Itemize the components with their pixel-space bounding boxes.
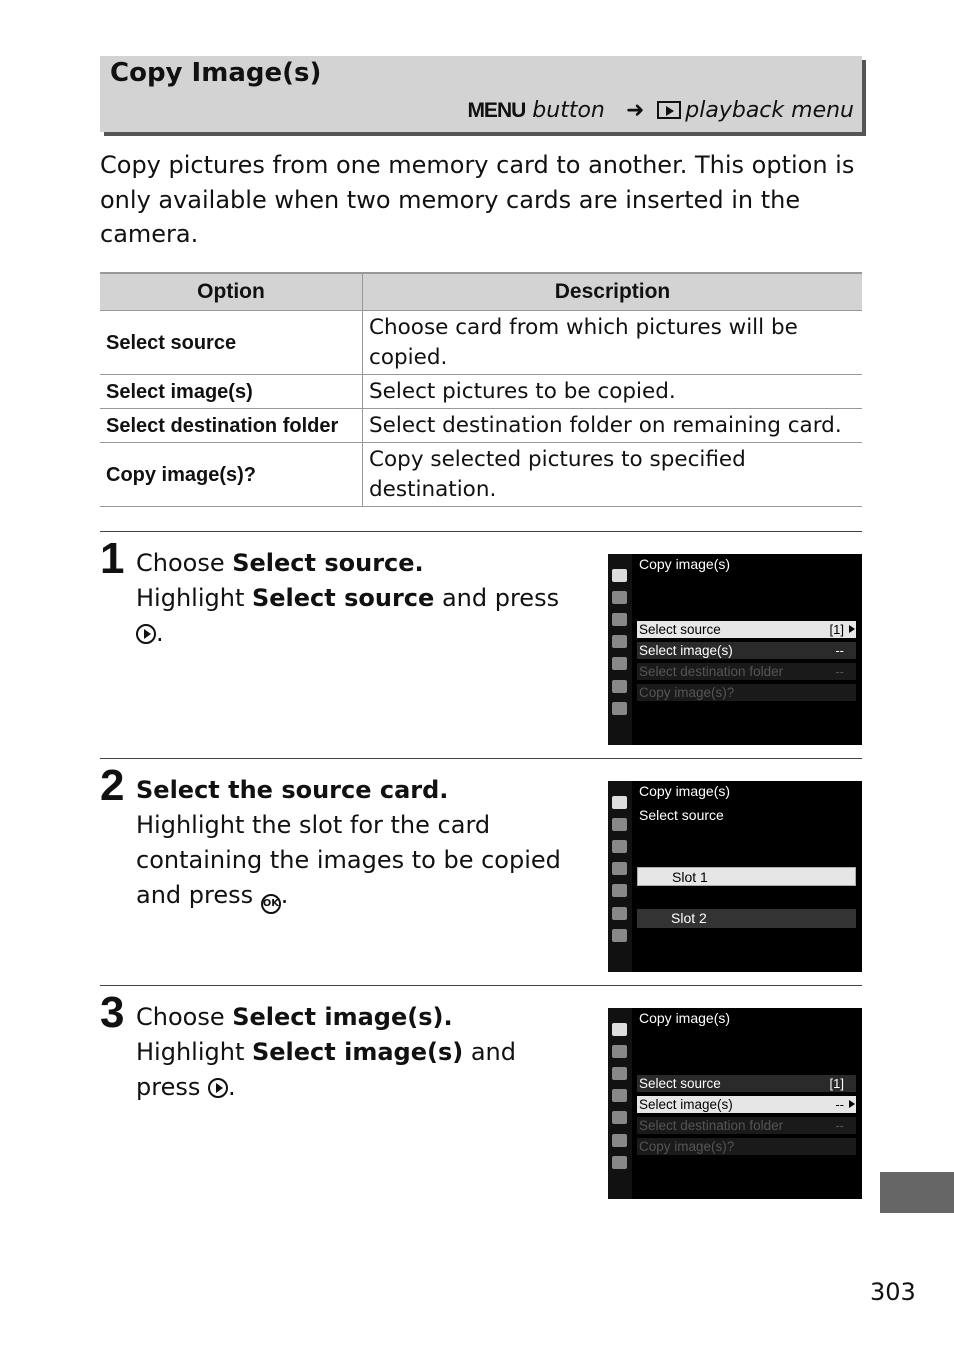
step-title-bold: Select source. xyxy=(232,549,424,577)
step-end: . xyxy=(227,1073,236,1101)
camera-screen-1 xyxy=(608,554,862,745)
screen-row-select-source[interactable] xyxy=(637,621,856,638)
table-header-description: Description xyxy=(363,273,863,311)
screen-row-copy xyxy=(637,1138,856,1155)
intro-paragraph: Copy pictures from one memory card to another. This option is only available when two memory cards are inserted in the camera. xyxy=(100,151,855,248)
step-body xyxy=(136,1035,576,1105)
multi-selector-right-icon xyxy=(208,1078,228,1098)
step-number: 2 xyxy=(100,761,125,810)
step-2-text xyxy=(136,773,576,914)
row-label: Select source xyxy=(639,1076,721,1091)
step-title xyxy=(136,773,576,808)
divider xyxy=(100,985,862,986)
step-number: 3 xyxy=(100,988,125,1037)
menu-tab-strip xyxy=(608,1008,632,1199)
table-row xyxy=(100,311,862,375)
screen-row-select-images[interactable] xyxy=(637,642,856,659)
row-value: -- xyxy=(835,1097,844,1112)
row-value: [1] xyxy=(829,1076,844,1091)
screen-title: Copy image(s) xyxy=(639,1010,731,1026)
movie-tab-icon xyxy=(612,613,627,626)
step-body-post: and press xyxy=(136,1038,516,1101)
option-cell: Select source xyxy=(100,311,363,375)
options-table xyxy=(100,272,862,507)
wrench-tab-icon xyxy=(612,884,627,897)
table-row xyxy=(100,409,862,443)
retouch-tab-icon xyxy=(612,907,627,920)
right-arrow-icon xyxy=(849,625,855,633)
screen-subtitle: Select source xyxy=(639,807,724,823)
divider xyxy=(100,531,862,532)
movie-tab-icon xyxy=(612,840,627,853)
pencil-tab-icon xyxy=(612,1089,627,1102)
option-cell: Select image(s) xyxy=(100,375,363,409)
row-value: -- xyxy=(835,643,844,658)
camera-tab-icon xyxy=(612,818,627,831)
section-header xyxy=(100,56,862,132)
step-body xyxy=(136,581,576,651)
row-label: Select destination folder xyxy=(639,1118,784,1133)
option-cell: Select destination folder xyxy=(100,409,363,443)
step-end: . xyxy=(280,881,289,909)
screen-row-destination xyxy=(637,1117,856,1134)
movie-tab-icon xyxy=(612,1067,627,1080)
step-body-bold: Select image(s) xyxy=(251,1038,464,1066)
slot-2-option[interactable]: Slot 2 xyxy=(637,909,856,928)
row-value: -- xyxy=(835,664,844,679)
row-label: Select image(s) xyxy=(639,1097,733,1112)
menu-tab-strip xyxy=(608,554,632,745)
camera-tab-icon xyxy=(612,591,627,604)
row-label: Select source xyxy=(639,622,721,637)
screen-row-destination xyxy=(637,663,856,680)
step-title-pre: Choose xyxy=(136,1003,233,1031)
screen-row-select-images[interactable] xyxy=(637,1096,856,1113)
table-row xyxy=(100,375,862,409)
row-label: Select image(s) xyxy=(639,643,733,658)
row-value: -- xyxy=(835,1118,844,1133)
screen-row-copy xyxy=(637,684,856,701)
playback-tab-icon xyxy=(612,569,627,582)
description-cell: Copy selected pictures to specified destination. xyxy=(363,443,863,507)
description-cell: Select destination folder on remaining card. xyxy=(363,409,863,443)
mymenu-tab-icon xyxy=(612,702,627,715)
table-header-option: Option xyxy=(100,273,363,311)
step-title xyxy=(136,546,576,581)
camera-screen-3 xyxy=(608,1008,862,1199)
retouch-tab-icon xyxy=(612,680,627,693)
menu-path xyxy=(467,98,854,123)
playback-icon xyxy=(657,101,681,119)
playback-tab-icon xyxy=(612,796,627,809)
step-body-text: Highlight the slot for the card containing the images to be copied and press xyxy=(136,811,561,909)
step-title xyxy=(136,1000,576,1035)
screen-row-select-source[interactable] xyxy=(637,1075,856,1092)
step-title-pre: Choose xyxy=(136,549,233,577)
wrench-tab-icon xyxy=(612,657,627,670)
retouch-tab-icon xyxy=(612,1134,627,1147)
page-number: 303 xyxy=(870,1278,916,1306)
row-label: Select destination folder xyxy=(639,664,784,679)
arrow-icon: ➜ xyxy=(625,98,645,123)
row-label: Copy image(s)? xyxy=(639,685,735,700)
row-label: Copy image(s)? xyxy=(639,1139,735,1154)
step-end: . xyxy=(156,619,164,647)
option-cell: Copy image(s)? xyxy=(100,443,363,507)
screen-title: Copy image(s) xyxy=(639,556,731,572)
step-body-pre: Highlight xyxy=(136,584,252,612)
mymenu-tab-icon xyxy=(612,1156,627,1169)
divider xyxy=(100,758,862,759)
step-body xyxy=(136,808,576,914)
step-title-bold: Select the source card. xyxy=(136,776,449,804)
step-number: 1 xyxy=(100,534,125,583)
description-cell: Select pictures to be copied. xyxy=(363,375,863,409)
right-arrow-icon xyxy=(849,1100,855,1108)
menu-name: playback menu xyxy=(685,98,854,123)
step-body-bold: Select source xyxy=(251,584,435,612)
table-row xyxy=(100,443,862,507)
step-title-bold: Select image(s). xyxy=(232,1003,453,1031)
step-3-text xyxy=(136,1000,576,1105)
step-body-pre: Highlight xyxy=(136,1038,252,1066)
screen-title: Copy image(s) xyxy=(639,783,731,799)
description-cell: Choose card from which pictures will be copied. xyxy=(363,311,863,375)
wrench-tab-icon xyxy=(612,1111,627,1124)
row-value: [1] xyxy=(829,622,844,637)
playback-tab-icon xyxy=(612,1023,627,1036)
page-title: Copy Image(s) xyxy=(110,58,322,88)
camera-screen-2 xyxy=(608,781,862,972)
mymenu-tab-icon xyxy=(612,929,627,942)
menu-tab-strip xyxy=(608,781,632,972)
slot-1-option[interactable]: Slot 1 xyxy=(637,867,856,886)
camera-tab-icon xyxy=(612,1045,627,1058)
multi-selector-right-icon xyxy=(136,624,156,644)
step-1-text xyxy=(136,546,576,651)
pencil-tab-icon xyxy=(612,635,627,648)
section-thumb-tab xyxy=(880,1172,954,1213)
menu-button-label: MENU xyxy=(467,99,526,122)
button-word: button xyxy=(532,98,605,123)
ok-button-icon: OK xyxy=(261,894,281,914)
step-body-post: and press xyxy=(434,584,560,612)
pencil-tab-icon xyxy=(612,862,627,875)
